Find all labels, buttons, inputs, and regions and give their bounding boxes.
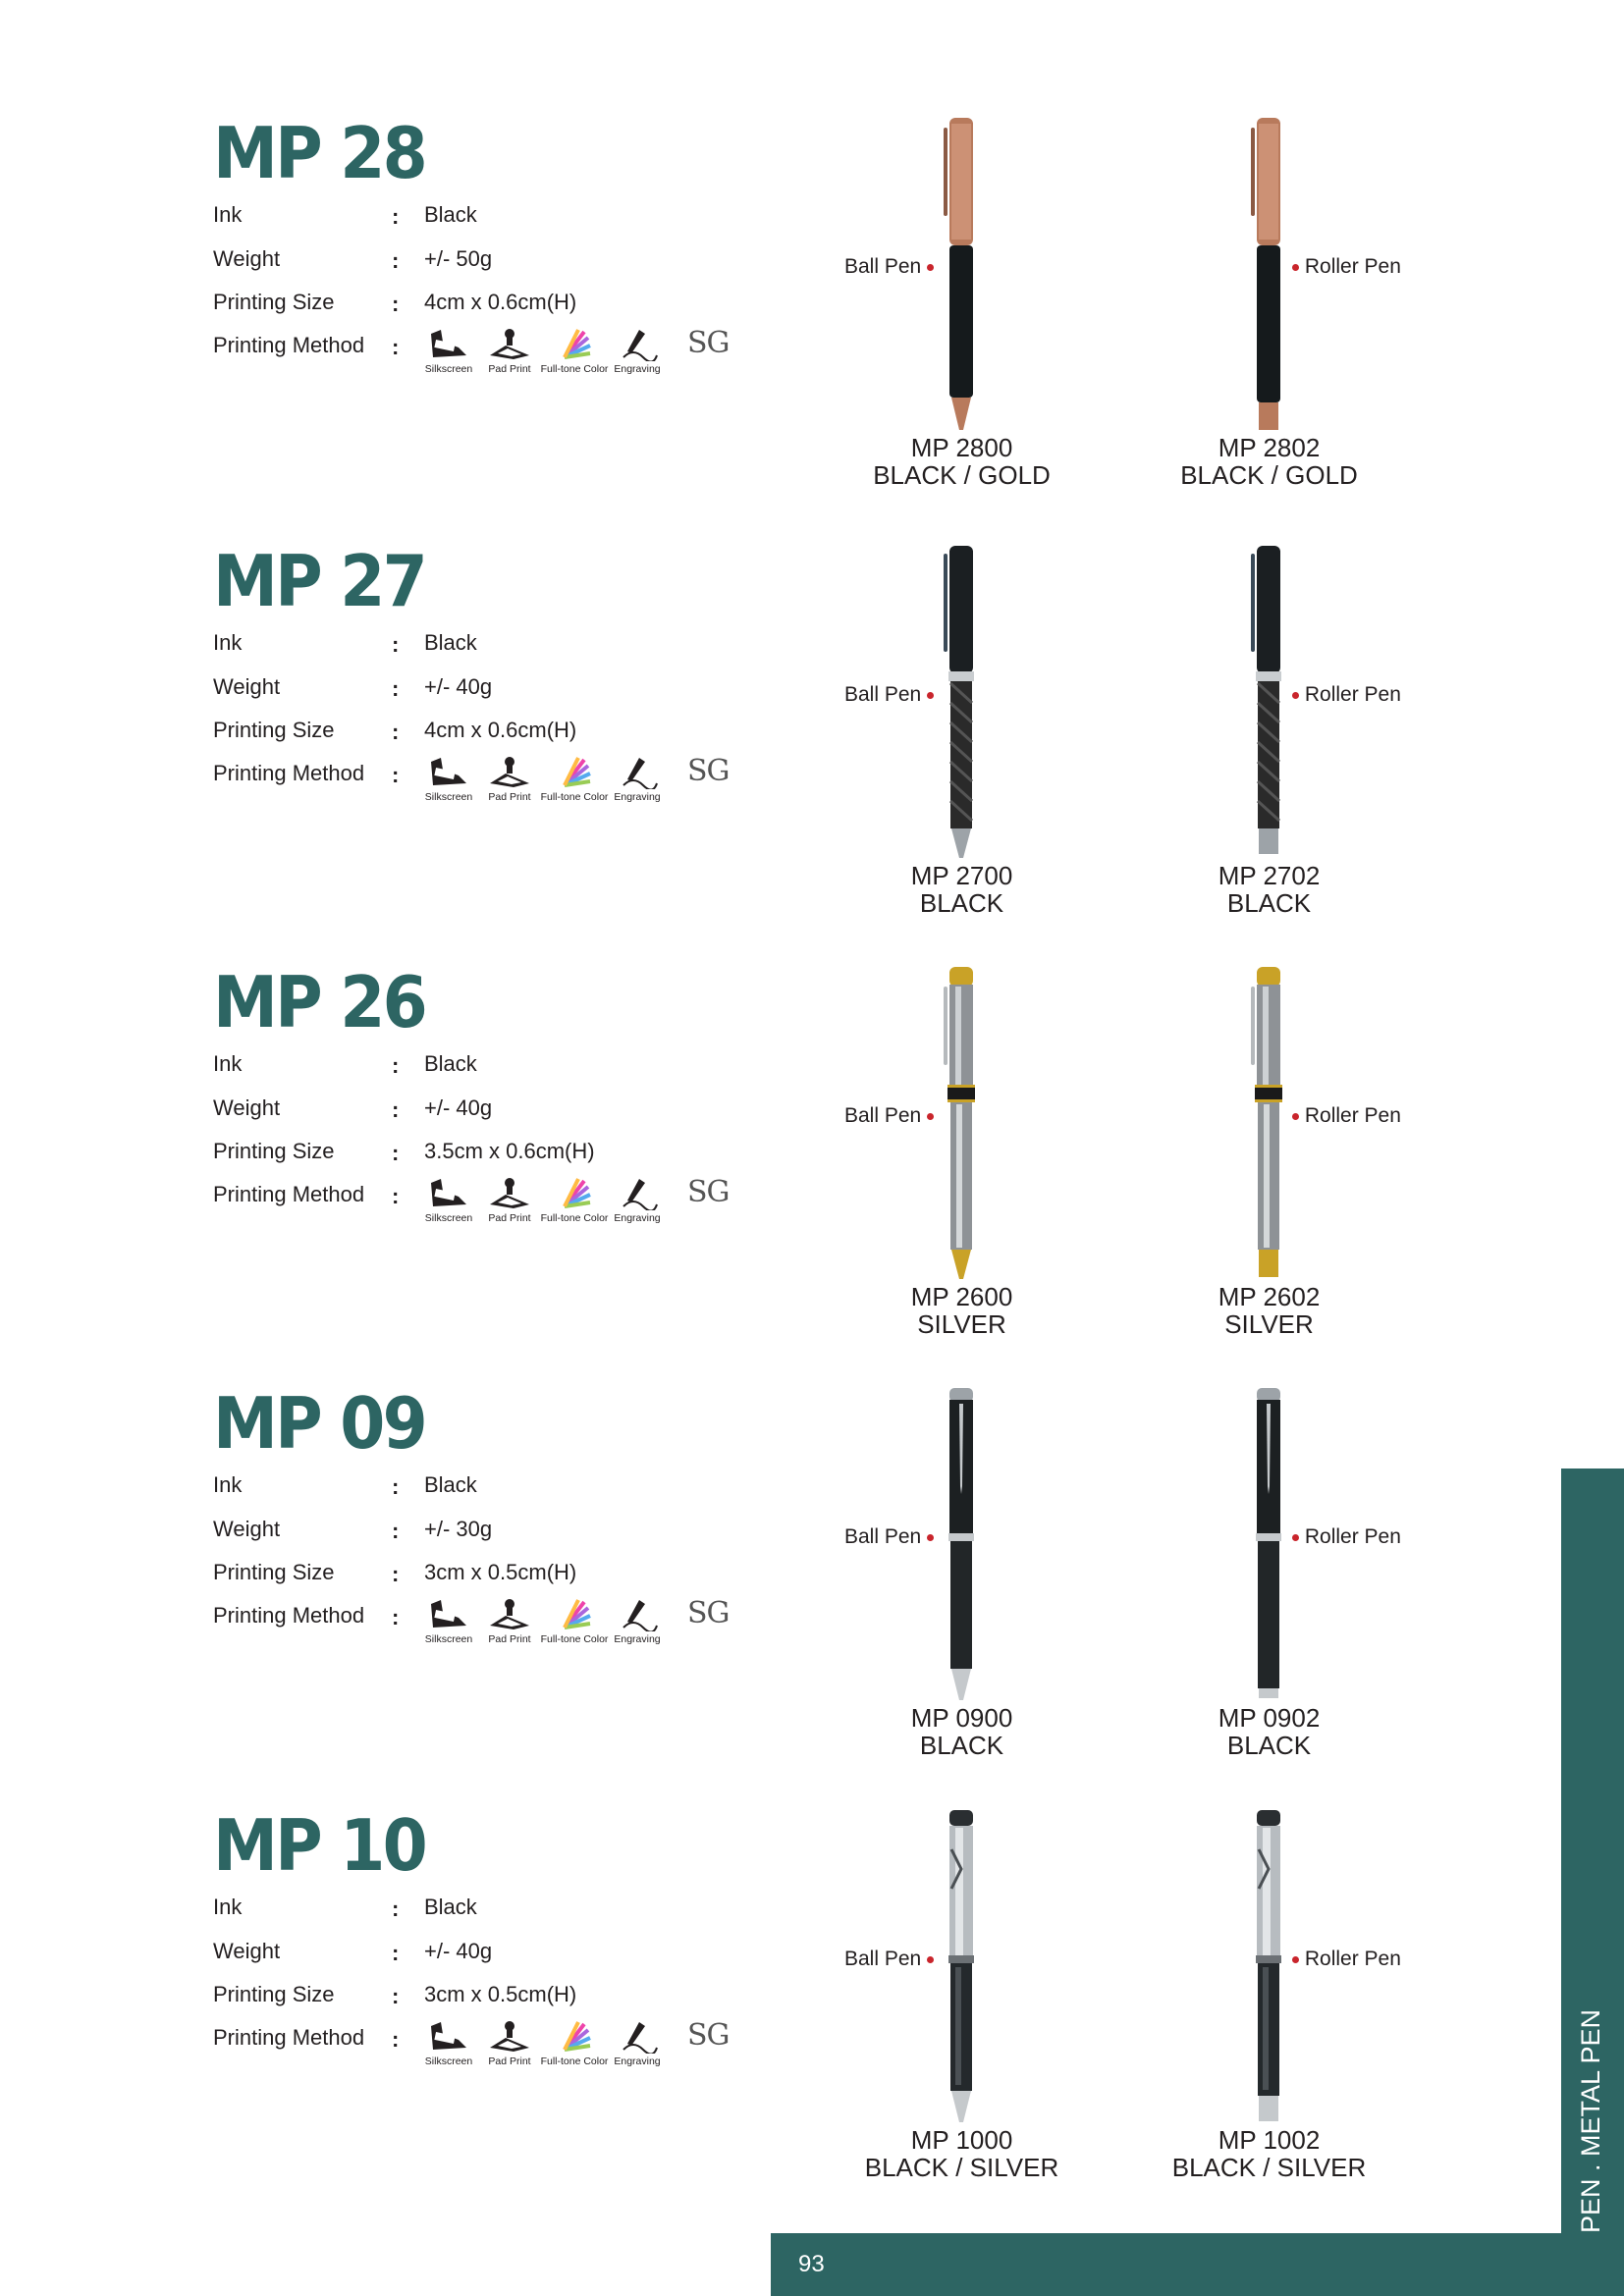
method-engraving: Engraving bbox=[603, 328, 672, 382]
spec-printing-size: Printing Size : 3cm x 0.5cm(H) bbox=[213, 1982, 577, 2008]
spec-printing-method: Printing Method : bbox=[213, 761, 400, 787]
sg-mark: SG bbox=[687, 754, 730, 788]
printing-size-value: 3.5cm x 0.6cm(H) bbox=[424, 1139, 595, 1163]
pen-code: MP 2602 SILVER bbox=[1218, 1282, 1321, 1339]
pen-roller bbox=[1115, 967, 1423, 1360]
color-fan-icon bbox=[551, 328, 598, 361]
color-fan-icon bbox=[551, 2020, 598, 2054]
color-fan-icon bbox=[551, 1177, 598, 1210]
silkscreen-icon bbox=[425, 756, 472, 789]
spec-ink: Ink : Black bbox=[213, 1051, 477, 1078]
pen-type-label: Roller Pen bbox=[1292, 1948, 1401, 1971]
red-dot-icon bbox=[927, 1956, 934, 1963]
method-silkscreen: Silkscreen bbox=[414, 1177, 483, 1231]
spec-printing-method: Printing Method : bbox=[213, 2025, 400, 2052]
method-silkscreen: Silkscreen bbox=[414, 328, 483, 382]
weight-value: +/- 50g bbox=[424, 246, 493, 271]
product-section bbox=[0, 1382, 1624, 1810]
spec-ink: Ink : Black bbox=[213, 1895, 477, 1921]
pen-code: MP 1002 BLACK / SILVER bbox=[1171, 2125, 1367, 2182]
ink-value: Black bbox=[424, 1051, 477, 1076]
spec-weight: Weight : +/- 40g bbox=[213, 674, 493, 701]
engraving-pen-icon bbox=[614, 756, 661, 789]
pad-print-icon bbox=[486, 1177, 533, 1210]
spec-printing-method: Printing Method : bbox=[213, 1182, 400, 1208]
engraving-pen-icon bbox=[614, 1177, 661, 1210]
model-title: MP 27 bbox=[213, 540, 425, 622]
method-full-tone: Full-tone Color bbox=[540, 328, 609, 382]
method-full-tone: Full-tone Color bbox=[540, 756, 609, 810]
printing-size-value: 4cm x 0.6cm(H) bbox=[424, 290, 577, 314]
method-pad-print: Pad Print bbox=[475, 328, 544, 382]
engraving-pen-icon bbox=[614, 2020, 661, 2054]
pen-ball bbox=[808, 1388, 1115, 1781]
spec-ink: Ink : Black bbox=[213, 630, 477, 657]
method-silkscreen: Silkscreen bbox=[414, 2020, 483, 2074]
spec-ink: Ink : Black bbox=[213, 1472, 477, 1499]
pen-code: MP 1000 BLACK / SILVER bbox=[864, 2125, 1059, 2182]
silkscreen-icon bbox=[425, 1177, 472, 1210]
pen-type-label: Roller Pen bbox=[1292, 1525, 1401, 1549]
weight-value: +/- 40g bbox=[424, 1095, 493, 1120]
method-engraving: Engraving bbox=[603, 1598, 672, 1652]
printing-methods bbox=[422, 756, 746, 810]
spec-weight: Weight : +/- 40g bbox=[213, 1095, 493, 1122]
method-silkscreen: Silkscreen bbox=[414, 1598, 483, 1652]
weight-value: +/- 40g bbox=[424, 1939, 493, 1963]
pen-code: MP 0900 BLACK bbox=[910, 1703, 1013, 1760]
silkscreen-icon bbox=[425, 2020, 472, 2054]
printing-size-value: 3cm x 0.5cm(H) bbox=[424, 1982, 577, 2006]
printing-methods bbox=[422, 328, 746, 382]
spec-printing-size: Printing Size : 3cm x 0.5cm(H) bbox=[213, 1560, 577, 1586]
ink-value: Black bbox=[424, 202, 477, 227]
product-section bbox=[0, 961, 1624, 1389]
spec-weight: Weight : +/- 30g bbox=[213, 1517, 493, 1543]
pen-type-label: Roller Pen bbox=[1292, 255, 1401, 279]
sg-mark: SG bbox=[687, 1596, 730, 1630]
spec-weight: Weight : +/- 50g bbox=[213, 246, 493, 273]
spec-printing-size: Printing Size : 4cm x 0.6cm(H) bbox=[213, 290, 577, 316]
red-dot-icon bbox=[927, 264, 934, 271]
pen-ball bbox=[808, 1810, 1115, 2203]
red-dot-icon bbox=[927, 692, 934, 699]
sg-mark: SG bbox=[687, 2018, 730, 2053]
pen-type-label: Ball Pen bbox=[844, 683, 934, 707]
pad-print-icon bbox=[486, 756, 533, 789]
method-pad-print: Pad Print bbox=[475, 756, 544, 810]
pen-code: MP 0902 BLACK bbox=[1218, 1703, 1321, 1760]
pad-print-icon bbox=[486, 328, 533, 361]
silkscreen-icon bbox=[425, 328, 472, 361]
silkscreen-icon bbox=[425, 1598, 472, 1631]
method-engraving: Engraving bbox=[603, 2020, 672, 2074]
pen-code: MP 2600 SILVER bbox=[910, 1282, 1013, 1339]
model-title: MP 10 bbox=[213, 1804, 425, 1887]
method-pad-print: Pad Print bbox=[475, 1177, 544, 1231]
printing-methods bbox=[422, 2020, 746, 2074]
sg-mark: SG bbox=[687, 326, 730, 360]
red-dot-icon bbox=[1292, 692, 1299, 699]
spec-printing-size: Printing Size : 3.5cm x 0.6cm(H) bbox=[213, 1139, 595, 1165]
method-pad-print: Pad Print bbox=[475, 2020, 544, 2074]
method-engraving: Engraving bbox=[603, 1177, 672, 1231]
model-title: MP 26 bbox=[213, 961, 425, 1043]
red-dot-icon bbox=[927, 1534, 934, 1541]
spec-weight: Weight : +/- 40g bbox=[213, 1939, 493, 1965]
pen-code: MP 2802 BLACK / GOLD bbox=[1180, 433, 1358, 490]
ink-value: Black bbox=[424, 1472, 477, 1497]
model-title: MP 28 bbox=[213, 112, 425, 194]
weight-value: +/- 40g bbox=[424, 674, 493, 699]
method-full-tone: Full-tone Color bbox=[540, 2020, 609, 2074]
pad-print-icon bbox=[486, 2020, 533, 2054]
ink-value: Black bbox=[424, 630, 477, 655]
pen-type-label: Roller Pen bbox=[1292, 1104, 1401, 1128]
pen-roller bbox=[1115, 546, 1423, 938]
ink-value: Black bbox=[424, 1895, 477, 1919]
pen-type-label: Ball Pen bbox=[844, 1948, 934, 1971]
printing-size-value: 3cm x 0.5cm(H) bbox=[424, 1560, 577, 1584]
pen-ball bbox=[808, 546, 1115, 938]
product-section bbox=[0, 1804, 1624, 2232]
color-fan-icon bbox=[551, 1598, 598, 1631]
side-category-label: PEN . METAL PEN bbox=[1576, 2008, 1605, 2233]
color-fan-icon bbox=[551, 756, 598, 789]
pen-code: MP 2702 BLACK bbox=[1218, 861, 1321, 918]
spec-ink: Ink : Black bbox=[213, 202, 477, 229]
red-dot-icon bbox=[1292, 1113, 1299, 1120]
pad-print-icon bbox=[486, 1598, 533, 1631]
red-dot-icon bbox=[927, 1113, 934, 1120]
spec-printing-size: Printing Size : 4cm x 0.6cm(H) bbox=[213, 718, 577, 744]
printing-size-value: 4cm x 0.6cm(H) bbox=[424, 718, 577, 742]
pen-code: MP 2800 BLACK / GOLD bbox=[873, 433, 1051, 490]
method-full-tone: Full-tone Color bbox=[540, 1598, 609, 1652]
printing-methods bbox=[422, 1598, 746, 1652]
method-silkscreen: Silkscreen bbox=[414, 756, 483, 810]
pen-type-label: Ball Pen bbox=[844, 1104, 934, 1128]
pen-ball bbox=[808, 118, 1115, 510]
pen-code: MP 2700 BLACK bbox=[910, 861, 1013, 918]
engraving-pen-icon bbox=[614, 1598, 661, 1631]
product-section bbox=[0, 540, 1624, 968]
sg-mark: SG bbox=[687, 1175, 730, 1209]
page-number: 93 bbox=[798, 2251, 825, 2277]
product-section bbox=[0, 112, 1624, 540]
pen-roller bbox=[1115, 1388, 1423, 1781]
pen-type-label: Roller Pen bbox=[1292, 683, 1401, 707]
red-dot-icon bbox=[1292, 1534, 1299, 1541]
method-full-tone: Full-tone Color bbox=[540, 1177, 609, 1231]
spec-printing-method: Printing Method : bbox=[213, 333, 400, 359]
weight-value: +/- 30g bbox=[424, 1517, 493, 1541]
side-category-bar bbox=[1561, 1468, 1624, 2296]
engraving-pen-icon bbox=[614, 328, 661, 361]
red-dot-icon bbox=[1292, 1956, 1299, 1963]
method-engraving: Engraving bbox=[603, 756, 672, 810]
spec-printing-method: Printing Method : bbox=[213, 1603, 400, 1629]
method-pad-print: Pad Print bbox=[475, 1598, 544, 1652]
printing-methods bbox=[422, 1177, 746, 1231]
pen-ball bbox=[808, 967, 1115, 1360]
red-dot-icon bbox=[1292, 264, 1299, 271]
pen-type-label: Ball Pen bbox=[844, 1525, 934, 1549]
pen-roller bbox=[1115, 1810, 1423, 2203]
model-title: MP 09 bbox=[213, 1382, 425, 1465]
pen-roller bbox=[1115, 118, 1423, 510]
footer-bar bbox=[771, 2233, 1561, 2296]
pen-type-label: Ball Pen bbox=[844, 255, 934, 279]
